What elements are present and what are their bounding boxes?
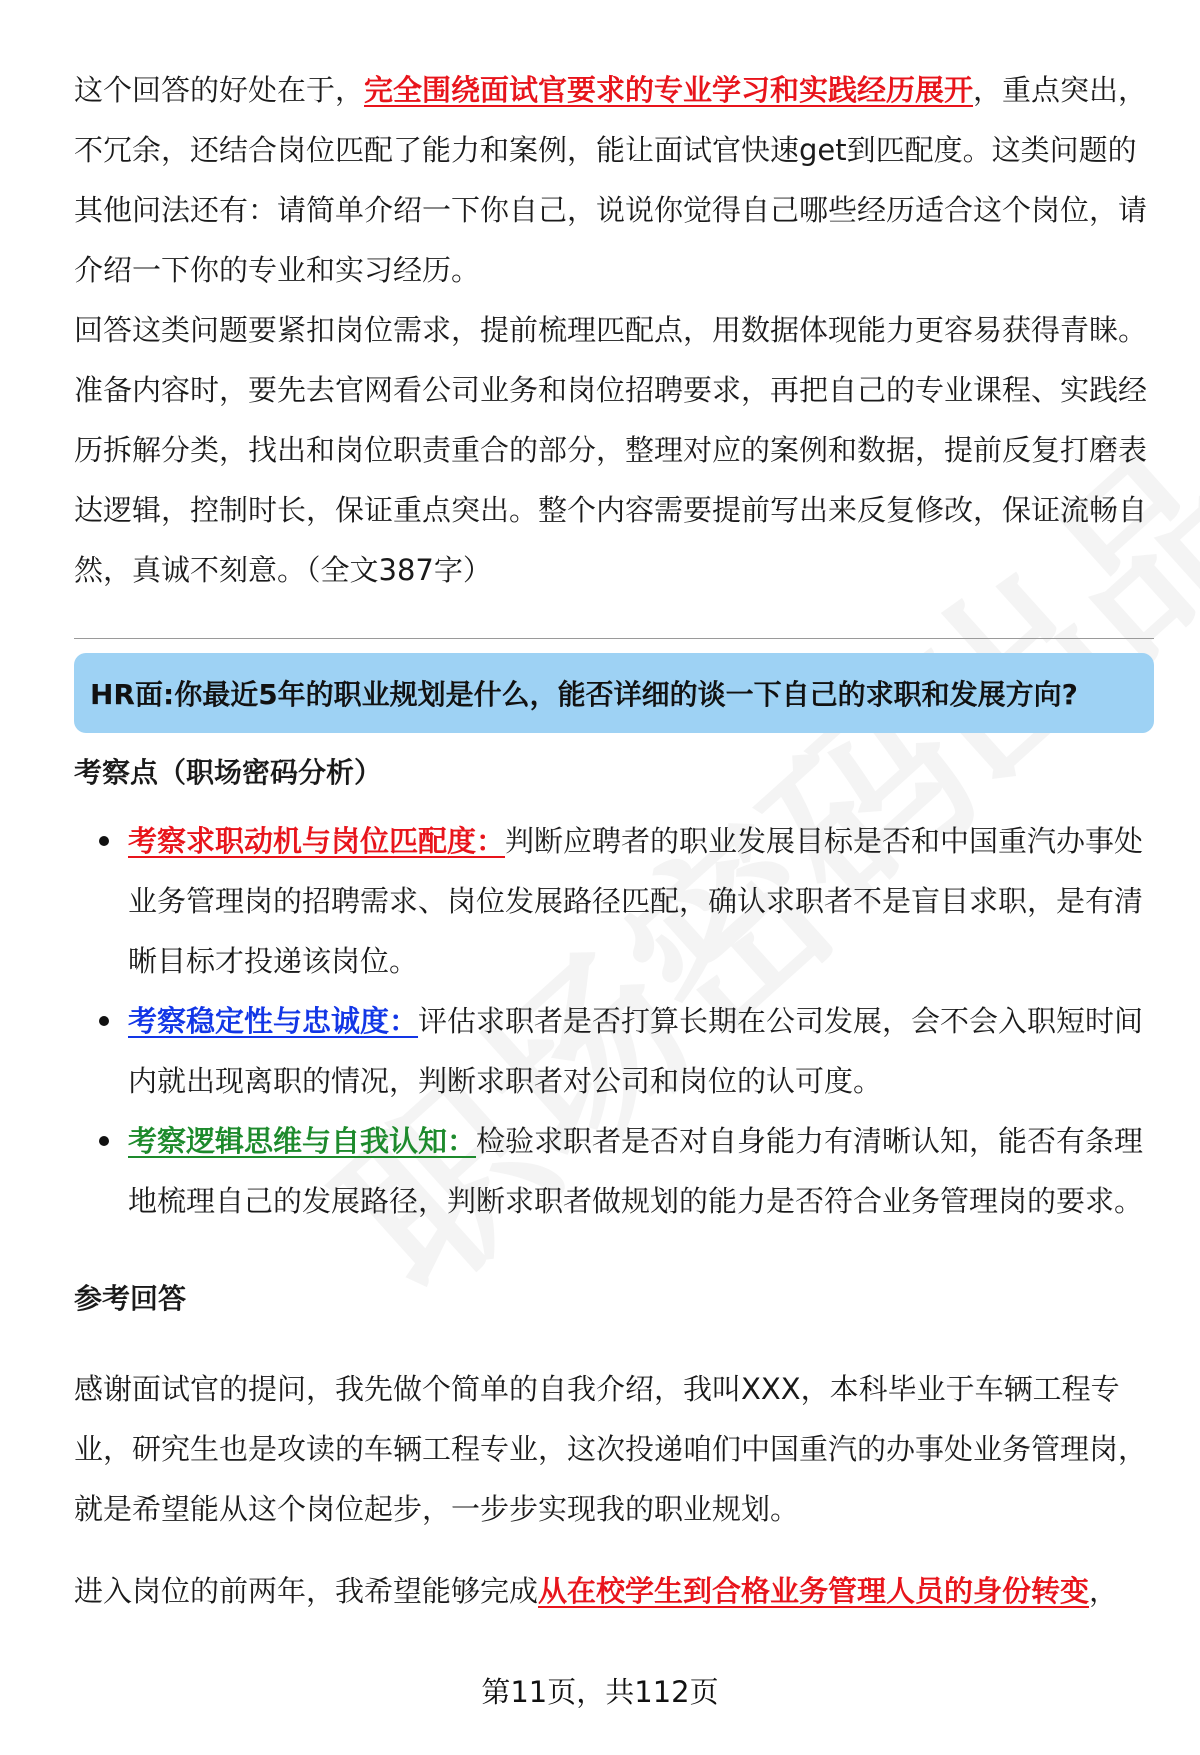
question-banner [74, 653, 1154, 733]
answer-text-post: ， [1089, 1574, 1119, 1608]
analysis-heading: 考察点（职场密码分析） [74, 756, 383, 789]
answer-heading: 参考回答 [74, 1282, 187, 1315]
point-title: 考察逻辑思维与自我认知： [128, 1124, 477, 1158]
analysis-point [128, 811, 1154, 991]
answer-paragraph-2 [74, 1561, 1154, 1621]
answer-highlight: 从在校学生到合格业务管理人员的身份转变 [538, 1574, 1090, 1608]
section-divider [74, 638, 1154, 639]
bullet-icon [99, 836, 109, 846]
point-body: 评估求职者是否打算长期在公司发展，会不会入职短时间内就出现离职的情况，判断求职者对公司和岗位的认可度。 [128, 1004, 1144, 1098]
point-title: 考察稳定性与忠诚度： [128, 1004, 419, 1038]
bullet-icon [99, 1016, 109, 1026]
analysis-point [128, 1111, 1154, 1231]
analysis-points [74, 811, 1154, 1231]
point-body: 检验求职者是否对自身能力有清晰认知，能否有条理地梳理自己的发展路径，判断求职者做规划的能力是否符合业务管理岗的要求。 [128, 1124, 1144, 1218]
analysis-point [128, 991, 1154, 1111]
intro-highlight: 完全围绕面试官要求的专业学习和实践经历展开 [364, 73, 974, 107]
intro-paragraph-2: 回答这类问题要紧扣岗位需求，提前梳理匹配点，用数据体现能力更容易获得青睐。准备内容时，要先去官网看公司业务和岗位招聘要求，再把自己的专业课程、实践经历拆解分类，找出和岗位职责重合的部分，整理对应的案例和数据，提前反复打磨表达逻辑，控制时长，保证重点突出。整个内容需要提前写出来反复修改，保证流畅自然，真诚不刻意。（全文387字） [74, 313, 1148, 587]
document-body [74, 60, 1154, 1621]
answer-paragraph-1: 感谢面试官的提问，我先做个简单的自我介绍，我叫XXX，本科毕业于车辆工程专业，研究生也是攻读的车辆工程专业，这次投递咱们中国重汽的办事处业务管理岗，就是希望能从这个岗位起步，一步步实现我的职业规划。 [74, 1372, 1148, 1526]
bullet-icon [99, 1136, 109, 1146]
point-body: 判断应聘者的职业发展目标是否和中国重汽办事处业务管理岗的招聘需求、岗位发展路径匹配，确认求职者不是盲目求职，是有清晰目标才投递该岗位。 [128, 824, 1144, 978]
intro-paragraph-1 [74, 60, 1154, 300]
point-title: 考察求职动机与岗位匹配度： [128, 824, 506, 858]
answer-text: 进入岗位的前两年，我希望能够完成 [74, 1574, 539, 1608]
page-number: 第11页，共112页 [481, 1675, 719, 1709]
question-text: HR面:你最近5年的职业规划是什么，能否详细的谈一下自己的求职和发展方向? [90, 678, 1078, 711]
intro-text: 这个回答的好处在于， [74, 73, 365, 107]
intro-text-post: ，重点突出，不冗余，还结合岗位匹配了能力和案例，能让面试官快速get到匹配度。这类问题的其他问法还有：请简单介绍一下你自己，说说你觉得自己哪些经历适合这个岗位，请介绍一下你的专业和实习经历。 [74, 73, 1148, 287]
